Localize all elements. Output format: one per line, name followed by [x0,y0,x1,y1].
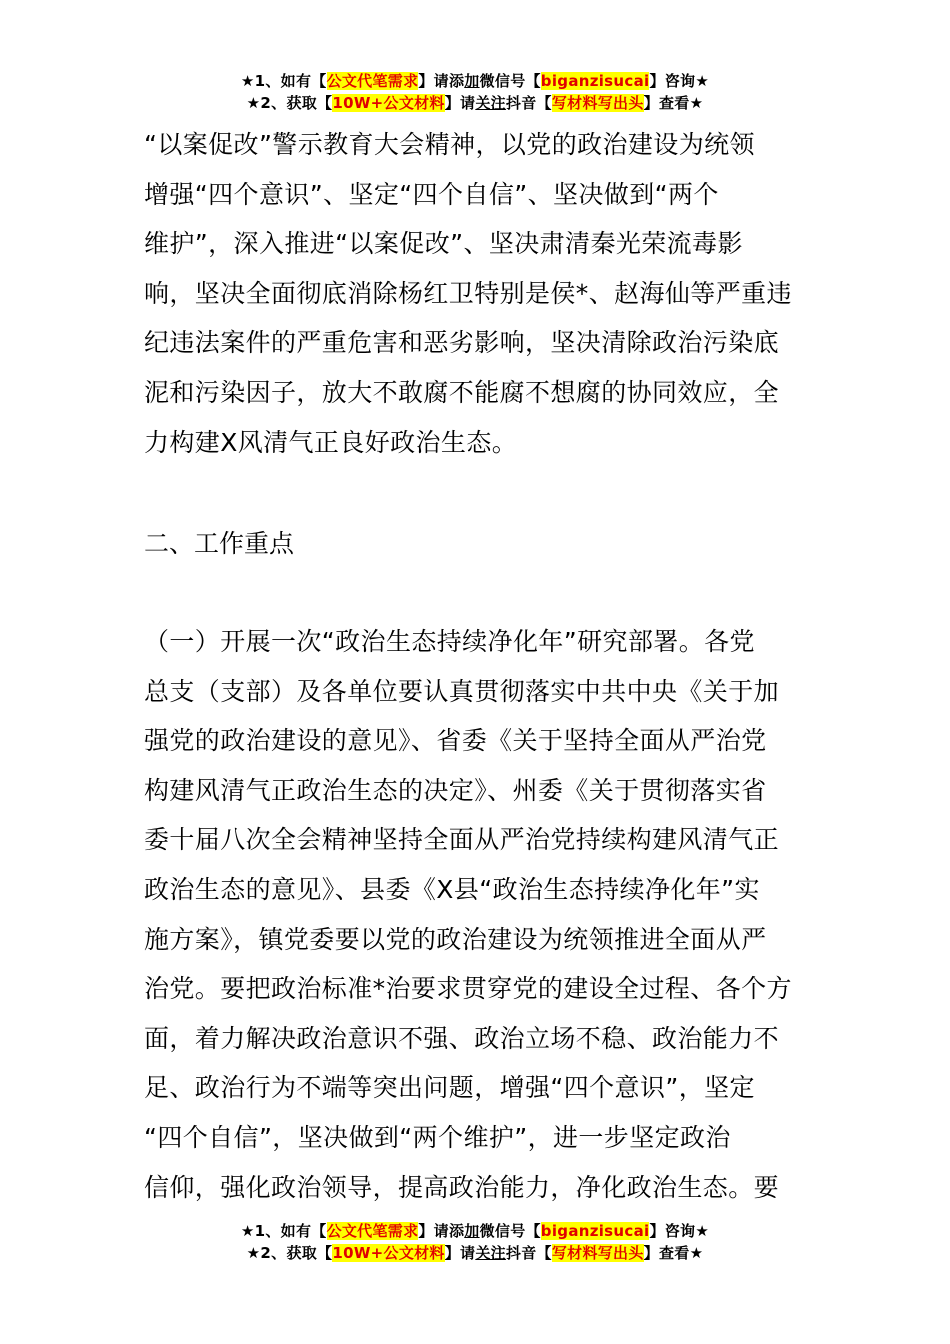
promo-text: 】请 [444,94,476,112]
promo-text: ★2、获取【 [246,1244,333,1262]
paragraph-2 [144,617,812,1212]
promo-text: 抖音【 [505,1244,552,1262]
promo-line-2 [0,92,950,114]
text-line: （一）开展一次“政治生态持续净化年”研究部署。各党 [144,627,755,656]
promo-highlight: 10W+公文材料 [332,1244,445,1262]
text-line: 纪违法案件的严重危害和恶劣影响，坚决清除政治污染底 [144,328,780,358]
text-line: “四个自信”，坚决做到“两个维护”，进一步坚定政治 [144,1122,731,1152]
text-line: 泥和污染因子，放大不敢腐不能腐不想腐的协同效应，全 [144,377,780,407]
top-promo-banner [0,70,950,114]
paragraph-1 [144,120,812,467]
promo-douyin-id: 写材料写出头 [551,94,644,112]
text-line: “以案促改”警示教育大会精神，以党的政治建设为统领 [144,130,755,159]
text-line: 维护”，深入推进“以案促改”、坚决肃清秦光荣流毒影 [144,229,743,259]
text-line: 信仰，强化政治领导，提高政治能力，净化政治生态。要 [144,1172,780,1202]
promo-wechat-id: biganzisucai [540,1222,650,1240]
promo-text: 】查看★ [643,1244,704,1262]
text-line: 增强“四个意识”、坚定“四个自信”、坚决做到“两个 [144,179,719,209]
promo-emphasis: 加 [464,72,480,90]
promo-text: ★1、如有【 [240,1222,327,1240]
promo-text: 】请添 [418,1222,465,1240]
promo-text: 微信号【 [479,1222,541,1240]
text-line: 施方案》，镇党委要以党的政治建设为统领推进全面从严 [144,924,767,954]
text-line: 力构建X风清气正良好政治生态。 [144,427,518,457]
promo-highlight: 公文代笔需求 [326,72,419,90]
promo-text: 】查看★ [643,94,704,112]
promo-text: ★1、如有【 [240,72,327,90]
promo-text: 】请添 [418,72,465,90]
promo-highlight: 公文代笔需求 [326,1222,419,1240]
promo-text: 微信号【 [479,72,541,90]
promo-douyin-id: 写材料写出头 [551,1244,644,1262]
promo-wechat-id: biganzisucai [540,72,650,90]
text-line: 面，着力解决政治意识不强、政治立场不稳、政治能力不 [144,1023,780,1053]
text-line: 强党的政治建设的意见》、省委《关于坚持全面从严治党 [144,726,767,756]
text-line: 足、政治行为不端等突出问题，增强“四个意识”，坚定 [144,1073,755,1103]
promo-emphasis: 加 [464,1222,480,1240]
promo-line-1 [0,70,950,92]
promo-emphasis: 关注 [475,94,506,112]
text-line: 构建风清气正政治生态的决定》、州委《关于贯彻落实省 [144,775,767,805]
promo-text: 】请 [444,1244,476,1262]
promo-highlight: 10W+公文材料 [332,94,445,112]
promo-line-2 [0,1242,950,1264]
section-heading: 二、工作重点 [144,529,295,558]
text-line: 总支（支部）及各单位要认真贯彻落实中共中央《关于加 [144,676,780,706]
bottom-promo-banner [0,1220,950,1264]
promo-text: 抖音【 [505,94,552,112]
promo-text: 】咨询★ [649,72,710,90]
text-line: 治党。要把政治标准*治要求贯穿党的建设全过程、各个方 [144,974,792,1004]
promo-line-1 [0,1220,950,1242]
promo-text: 】咨询★ [649,1222,710,1240]
text-line: 政治生态的意见》、县委《X县“政治生态持续净化年”实 [144,874,760,904]
promo-text: ★2、获取【 [246,94,333,112]
promo-emphasis: 关注 [475,1244,506,1262]
text-line: 委十届八次全会精神坚持全面从严治党持续构建风清气正 [144,825,780,855]
text-line: 响，坚决全面彻底消除杨红卫特别是侯*、赵海仙等严重违 [144,278,792,308]
